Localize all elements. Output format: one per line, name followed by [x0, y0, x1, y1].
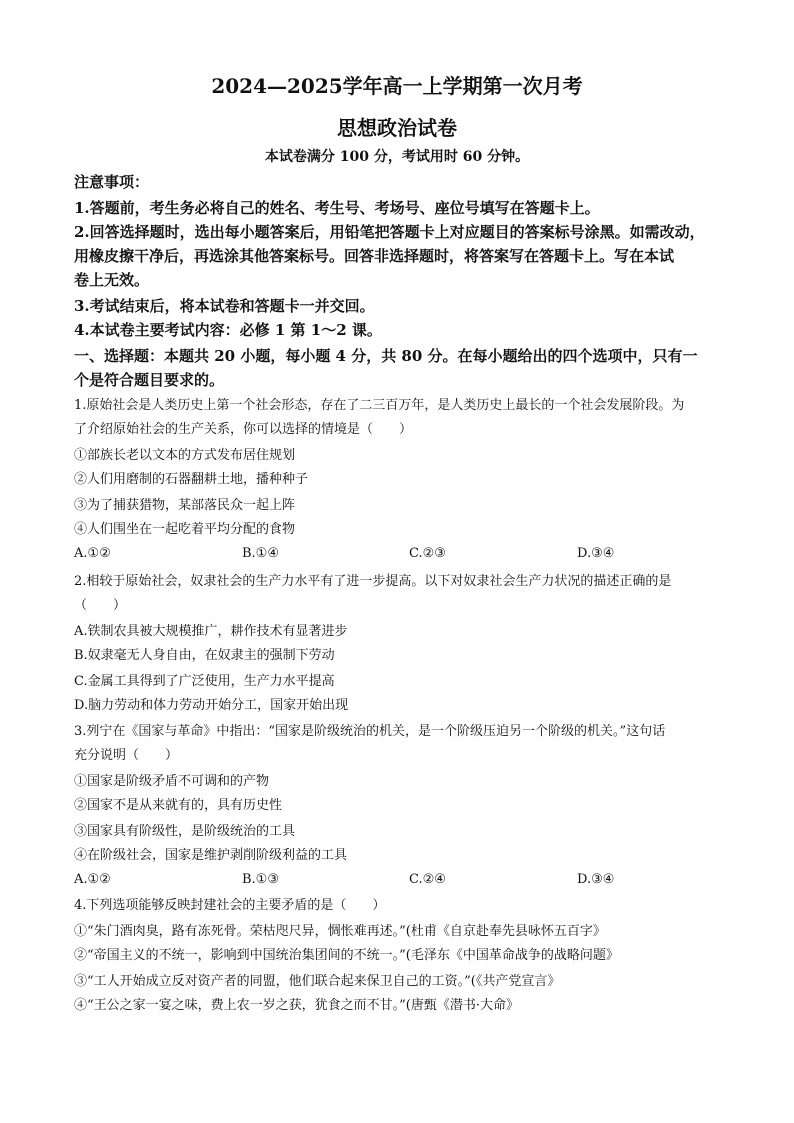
question-item: ③国家具有阶级性，是阶级统治的工具: [74, 824, 296, 839]
question-item: ①“朱门酒肉臭，路有冻死骨。荣枯咫尺异，惆怅难再述。”(杜甫《自京赴奉先县咏怀五百字》: [74, 924, 606, 939]
section-heading: 一、选择题：本题共 20 小题，每小题 4 分，共 80 分。在每小题给出的四个选项中，只有一: [74, 347, 698, 365]
instruction-line: 1.答题前，考生务必将自己的姓名、考生号、考场号、座位号填写在答题卡上。: [74, 199, 600, 217]
question-stem: 1.原始社会是人类历史上第一个社会形态，存在了二三百万年，是人类历史上最长的一个社会发展阶段。为: [74, 398, 685, 413]
question-item: ①国家是阶级矛盾不可调和的产物: [74, 774, 270, 789]
exam-title: 2024—2025学年高一上学期第一次月考: [211, 74, 583, 98]
option-a: A.①②: [74, 546, 111, 561]
option-c: C.②④: [409, 872, 446, 887]
exam-note: 本试卷满分 100 分，考试用时 60 分钟。: [264, 149, 530, 165]
option-d: D.③④: [577, 872, 615, 887]
question-item: ④人们围坐在一起吃着平均分配的食物: [74, 522, 296, 537]
question-stem: 4.下列选项能够反映封建社会的主要矛盾的是（ ）: [74, 898, 386, 913]
question-stem: （ ）: [74, 598, 127, 613]
instructions-heading: 注意事项：: [74, 173, 150, 191]
option-b: B.奴隶毫无人身自由，在奴隶主的强制下劳动: [74, 648, 335, 663]
option-c: C.金属工具得到了广泛使用，生产力水平提高: [74, 674, 335, 689]
option-b: B.①④: [242, 546, 279, 561]
instruction-line: 卷上无效。: [74, 271, 150, 289]
question-stem: 充分说明（ ）: [74, 748, 179, 763]
section-heading: 个是符合题目要求的。: [74, 371, 225, 389]
option-a: A.①②: [74, 872, 111, 887]
option-d: D.脑力劳动和体力劳动开始分工，国家开始出现: [74, 698, 349, 713]
question-item: ②国家不是从来就有的，具有历史性: [74, 798, 283, 813]
option-a: A.铁制农具被大规模推广，耕作技术有显著进步: [74, 624, 348, 639]
question-item: ②“帝国主义的不统一，影响到中国统治集团间的不统一。”(毛泽东《中国革命战争的战略问题》: [74, 948, 619, 963]
question-item: ④“王公之家一宴之味，费上农一岁之获，犹食之而不甘。”(唐甄《潜书·大命》: [74, 998, 519, 1013]
answer-options: [74, 546, 724, 566]
question-stem: 2.相较于原始社会，奴隶社会的生产力水平有了进一步提高。以下对奴隶社会生产力状况的描述正确的是: [74, 574, 672, 589]
instruction-line: 4.本试卷主要考试内容：必修 1 第 1～2 课。: [74, 321, 382, 339]
instruction-line: 用橡皮擦干净后，再选涂其他答案标号。回答非选择题时，将答案写在答题卡上。写在本试: [74, 247, 675, 265]
question-stem: 了介绍原始社会的生产关系，你可以选择的情境是（ ）: [74, 422, 413, 437]
question-item: ③“工人开始成立反对资产者的同盟，他们联合起来保卫自己的工资。”(《共产党宣言》: [74, 974, 561, 989]
answer-options: [74, 872, 724, 892]
subject-title: 思想政治试卷: [337, 116, 457, 140]
question-item: ④在阶级社会，国家是维护剥削阶级利益的工具: [74, 848, 348, 863]
question-item: ①部族长老以文本的方式发布居住规划: [74, 448, 296, 463]
question-item: ②人们用磨制的石器翻耕土地，播种种子: [74, 472, 309, 487]
option-c: C.②③: [409, 546, 446, 561]
question-item: ③为了捕获猎物，某部落民众一起上阵: [74, 498, 296, 513]
question-stem: 3.列宁在《国家与革命》中指出：“国家是阶级统治的机关，是一个阶级压迫另一个阶级的机关。”这句话: [74, 724, 666, 739]
instruction-line: 2.回答选择题时，选出每小题答案后，用铅笔把答题卡上对应题目的答案标号涂黑。如需改动，: [74, 223, 705, 241]
instruction-line: 3.考试结束后，将本试卷和答题卡一并交回。: [74, 297, 375, 315]
option-b: B.①③: [242, 872, 279, 887]
option-d: D.③④: [577, 546, 615, 561]
